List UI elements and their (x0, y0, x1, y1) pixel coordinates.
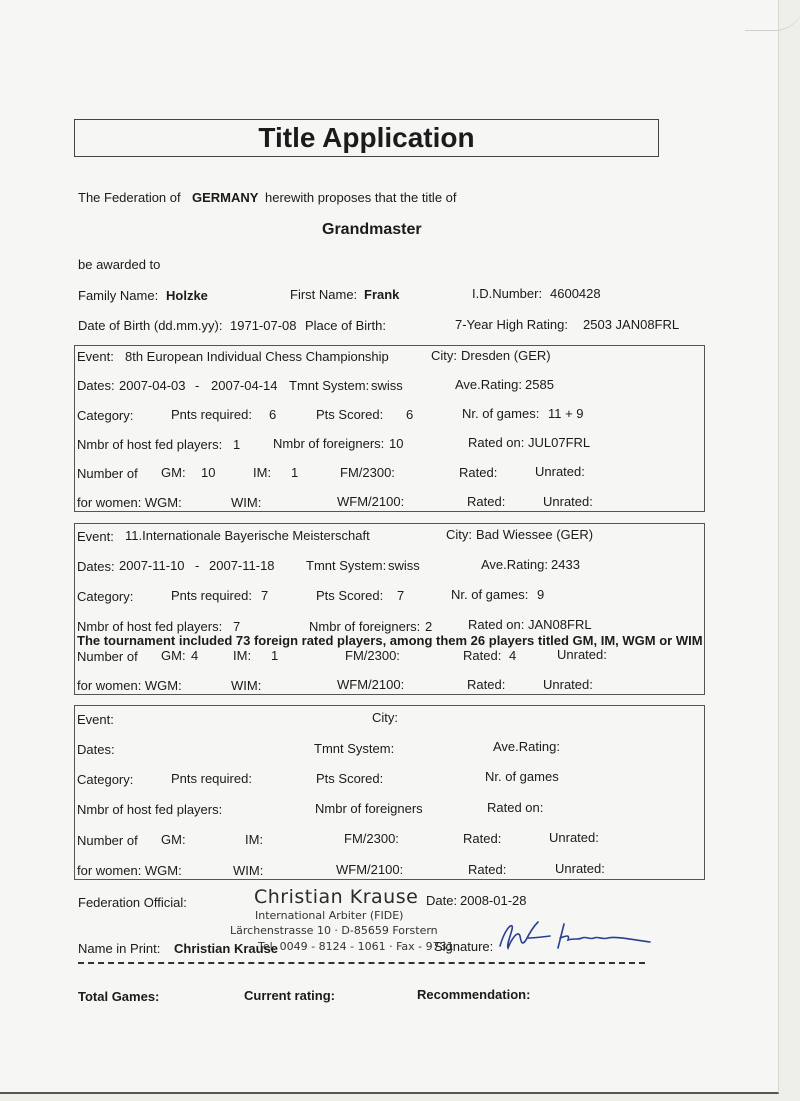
stamp-address: Lärchenstrasse 10 · D-85659 Forstern (230, 924, 438, 937)
system-value: swiss (388, 558, 420, 573)
first-name-label: First Name: (290, 287, 358, 302)
event-value: 8th European Individual Chess Championship (125, 349, 389, 364)
first-name-value: Frank (364, 287, 400, 302)
ave-rating-value: 2585 (525, 377, 554, 392)
foreigners-label: Nmbr of foreigners: (273, 436, 385, 451)
pob-label: Place of Birth: (305, 318, 386, 333)
unrated-women-label: Unrated: (555, 861, 605, 876)
id-value: 4600428 (550, 286, 601, 301)
host-fed-label: Nmbr of host fed players: (77, 437, 223, 452)
gm-label: GM: (161, 465, 186, 480)
pts-scored-value: 7 (397, 588, 405, 603)
im-value: 1 (271, 648, 279, 663)
title-box (74, 119, 659, 157)
host-fed-value: 1 (233, 437, 241, 452)
rated-on-value: JAN08FRL (528, 617, 592, 632)
official-label: Federation Official: (78, 895, 187, 910)
unrated-label: Unrated: (557, 647, 607, 662)
foreigners-value: 10 (389, 436, 404, 451)
wfm-label: WFM/2100: (337, 494, 405, 509)
wim-label: WIM: (233, 863, 264, 878)
pnts-required-label: Pnts required: (171, 407, 252, 422)
date-from: 2007-11-10 (119, 558, 185, 573)
federation-prefix: The Federation of (78, 190, 181, 205)
unrated-women-label: Unrated: (543, 677, 593, 692)
rated-label: Rated: (463, 831, 502, 846)
dates-label: Dates: (77, 559, 115, 574)
signature-divider (78, 962, 645, 964)
pnts-required-value: 6 (269, 407, 277, 422)
nr-games-value: 11 + 9 (548, 406, 584, 421)
gm-value: 4 (191, 648, 199, 663)
for-women-label: for women: WGM: (77, 863, 182, 878)
rated-women-label: Rated: (467, 494, 506, 509)
rated-on-label: Rated on: (487, 800, 544, 815)
system-label: Tmnt System: (289, 378, 370, 393)
nr-games-label: Nr. of games: (462, 406, 540, 421)
pnts-required-label: Pnts required: (171, 771, 252, 786)
wfm-label: WFM/2100: (337, 677, 405, 692)
foreigners-label: Nmbr of foreigners: (309, 619, 421, 634)
date-separator: - (195, 378, 200, 393)
rated-value: 4 (509, 648, 517, 663)
signature-image (494, 918, 654, 954)
nr-games-label: Nr. of games (485, 769, 559, 784)
system-value: swiss (371, 378, 403, 393)
pnts-required-label: Pnts required: (171, 588, 252, 603)
im-label: IM: (253, 465, 272, 480)
pnts-required-value: 7 (261, 588, 269, 603)
fm-label: FM/2300: (344, 831, 399, 846)
date-from: 2007-04-03 (119, 378, 186, 393)
category-label: Category: (77, 772, 134, 787)
high-rating-value: 2503 JAN08FRL (583, 317, 680, 332)
recommendation-label: Recommendation: (417, 987, 531, 1002)
host-fed-label: Nmbr of host fed players: (77, 802, 223, 817)
stamp-role: International Arbiter (FIDE) (255, 909, 404, 922)
im-value: 1 (291, 465, 299, 480)
page-title: Title Application (258, 122, 475, 153)
city-label: City: (431, 348, 457, 363)
event-label: Event: (77, 712, 114, 727)
gm-label: GM: (161, 648, 186, 663)
ave-rating-label: Ave.Rating: (455, 377, 522, 392)
title-proposed: Grandmaster (322, 221, 422, 238)
rated-label: Rated: (459, 465, 498, 480)
number-of-label: Number of (77, 466, 138, 481)
event-box-1 (74, 345, 705, 512)
current-rating-label: Current rating: (244, 988, 335, 1003)
city-value: Bad Wiessee (GER) (476, 527, 594, 542)
for-women-label: for women: WGM: (77, 678, 182, 693)
stamp-phone: Tel. 0049 - 8124 - 1061 · Fax - 9731 (258, 940, 454, 953)
dob-label: Date of Birth (dd.mm.yy): (78, 318, 223, 333)
category-label: Category: (77, 589, 134, 604)
wfm-label: WFM/2100: (336, 862, 404, 877)
date-label: Date: (426, 893, 458, 908)
date-separator: - (195, 558, 200, 573)
rated-women-label: Rated: (467, 677, 506, 692)
rated-label: Rated: (463, 648, 502, 663)
federation-suffix: herewith proposes that the title of (265, 190, 457, 205)
city-value: Dresden (GER) (461, 348, 551, 363)
high-rating-label: 7-Year High Rating: (455, 317, 568, 332)
print-name-label: Name in Print: (78, 941, 161, 956)
date-to: 2007-11-18 (209, 558, 275, 573)
id-label: I.D.Number: (472, 286, 543, 301)
ave-rating-label: Ave.Rating: (493, 739, 560, 754)
dates-label: Dates: (77, 742, 115, 757)
date-to: 2007-04-14 (211, 378, 278, 393)
wim-label: WIM: (231, 678, 262, 693)
nr-games-value: 9 (537, 587, 545, 602)
rated-on-value: JUL07FRL (528, 435, 591, 450)
event-value: 11.Internationale Bayerische Meisterschaft (125, 528, 370, 543)
signature-label: Signature: (434, 939, 494, 954)
im-label: IM: (233, 648, 252, 663)
stamp-name: Christian Krause (254, 886, 419, 908)
gm-value: 10 (201, 465, 216, 480)
gm-label: GM: (161, 832, 186, 847)
ave-rating-label: Ave.Rating: (481, 557, 548, 572)
unrated-label: Unrated: (535, 464, 585, 479)
city-label: City: (446, 527, 472, 542)
host-fed-value: 7 (233, 619, 241, 634)
unrated-label: Unrated: (549, 830, 599, 845)
awarded-to: be awarded to (78, 257, 161, 272)
unrated-women-label: Unrated: (543, 494, 593, 509)
print-name-value: Christian Krause (174, 941, 279, 956)
number-of-label: Number of (77, 649, 138, 664)
rated-on-label: Rated on: (468, 435, 525, 450)
pts-scored-label: Pts Scored: (316, 407, 384, 422)
pts-scored-value: 6 (406, 407, 414, 422)
family-name-label: Family Name: (78, 288, 159, 303)
city-label: City: (372, 710, 398, 725)
wim-label: WIM: (231, 495, 262, 510)
page-curl (745, 0, 800, 31)
event-box-2 (74, 523, 705, 695)
pts-scored-label: Pts Scored: (316, 771, 384, 786)
ave-rating-value: 2433 (551, 557, 580, 572)
total-games-label: Total Games: (78, 989, 160, 1004)
foreigners-label: Nmbr of foreigners (315, 801, 423, 816)
system-label: Tmnt System: (306, 558, 387, 573)
event-label: Event: (77, 349, 114, 364)
dates-label: Dates: (77, 378, 115, 393)
family-name-value: Holzke (166, 288, 208, 303)
event-box-3 (74, 705, 705, 880)
fm-label: FM/2300: (345, 648, 400, 663)
category-label: Category: (77, 408, 134, 423)
im-label: IM: (245, 832, 264, 847)
for-women-label: for women: WGM: (77, 495, 182, 510)
federation-name: GERMANY (192, 190, 259, 205)
tournament-note: The tournament included 73 foreign rated players, among them 26 players titled GM, IM, WGM or WIM (77, 633, 703, 648)
pts-scored-label: Pts Scored: (316, 588, 384, 603)
host-fed-label: Nmbr of host fed players: (77, 619, 223, 634)
foreigners-value: 2 (425, 619, 433, 634)
rated-on-label: Rated on: (468, 617, 525, 632)
fm-label: FM/2300: (340, 465, 395, 480)
event-label: Event: (77, 529, 114, 544)
system-label: Tmnt System: (314, 741, 395, 756)
dob-value: 1971-07-08 (230, 318, 297, 333)
date-value: 2008-01-28 (460, 893, 527, 908)
rated-women-label: Rated: (468, 862, 507, 877)
number-of-label: Number of (77, 833, 138, 848)
nr-games-label: Nr. of games: (451, 587, 529, 602)
